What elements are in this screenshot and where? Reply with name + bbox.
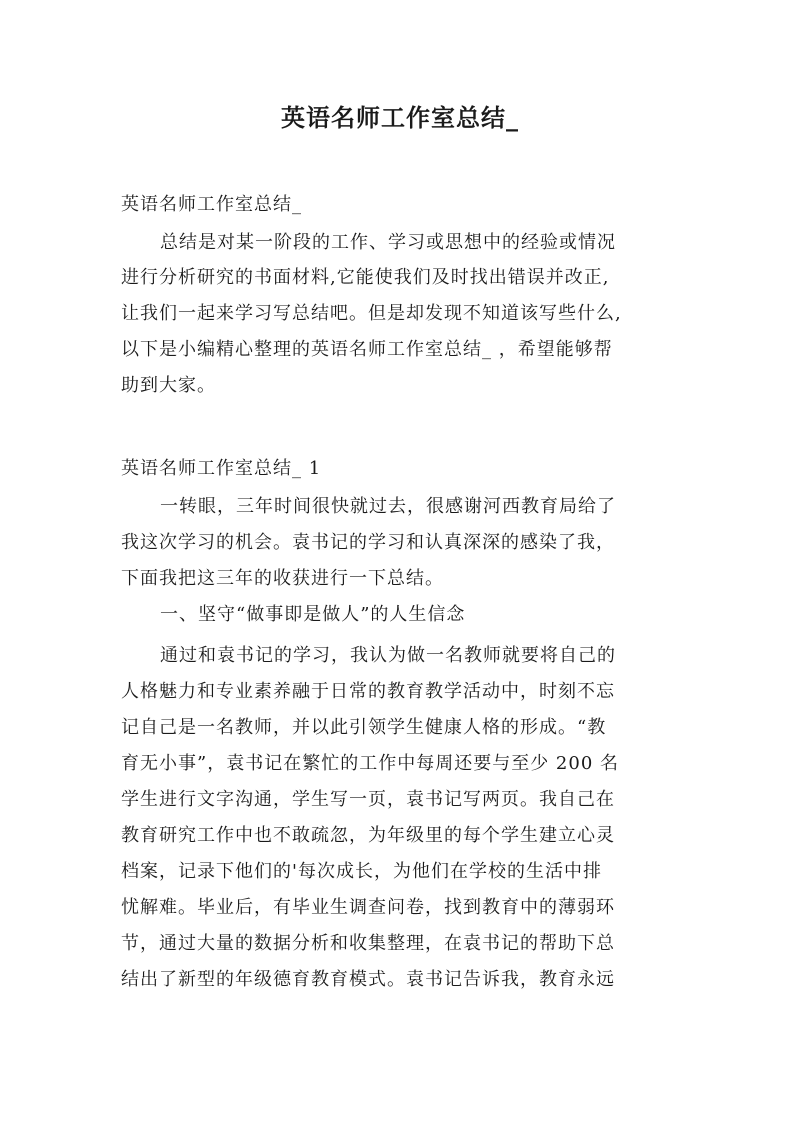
document-subtitle: 英语名师工作室总结_: [121, 194, 302, 215]
paragraph-line: 学生进行文字沟通，学生写一页，袁书记写两页。我自己在: [121, 789, 615, 810]
intro-line: 以下是小编精心整理的英语名师工作室总结_ ，希望能够帮: [121, 339, 613, 360]
intro-line: 助到大家。: [121, 375, 216, 396]
intro-line: 进行分析研究的书面材料,它能使我们及时找出错误并改正,: [121, 267, 610, 288]
paragraph-line: 教育研究工作中也不敢疏忽，为年级里的每个学生建立心灵: [121, 825, 615, 846]
section-heading: 英语名师工作室总结_ 1: [121, 458, 322, 479]
document-title: 英语名师工作室总结_: [281, 103, 519, 132]
paragraph-line: 忧解难。毕业后，有毕业生调查问卷，找到教育中的薄弱环: [121, 897, 615, 918]
intro-line: 总结是对某一阶段的工作、学习或思想中的经验或情况: [160, 232, 616, 253]
paragraph-line: 结出了新型的年级德育教育模式。袁书记告诉我，教育永远: [121, 969, 615, 990]
paragraph-line: 通过和袁书记的学习，我认为做一名教师就要将自己的: [160, 645, 616, 666]
paragraph-line: 档案，记录下他们的'每次成长，为他们在学校的生活中排: [121, 861, 602, 882]
paragraph-line: 节，通过大量的数据分析和收集整理，在袁书记的帮助下总: [121, 933, 615, 954]
paragraph-line: 下面我把这三年的收获进行一下总结。: [121, 568, 444, 589]
paragraph-line: 我这次学习的机会。袁书记的学习和认真深深的感染了我，: [121, 532, 615, 553]
paragraph-line: 一转眼，三年时间很快就过去，很感谢河西教育局给了: [160, 496, 616, 517]
paragraph-line: 记自己是一名教师，并以此引领学生健康人格的形成。“教: [121, 717, 607, 738]
intro-line: 让我们一起来学习写总结吧。但是却发现不知道该写些什么,: [121, 303, 622, 324]
paragraph-line: 育无小事”，袁书记在繁忙的工作中每周还要与至少 200 名: [121, 753, 619, 774]
paragraph-line: 人格魅力和专业素养融于日常的教育教学活动中，时刻不忘: [121, 681, 615, 702]
point-heading: 一、坚守“做事即是做人”的人生信念: [160, 604, 466, 625]
